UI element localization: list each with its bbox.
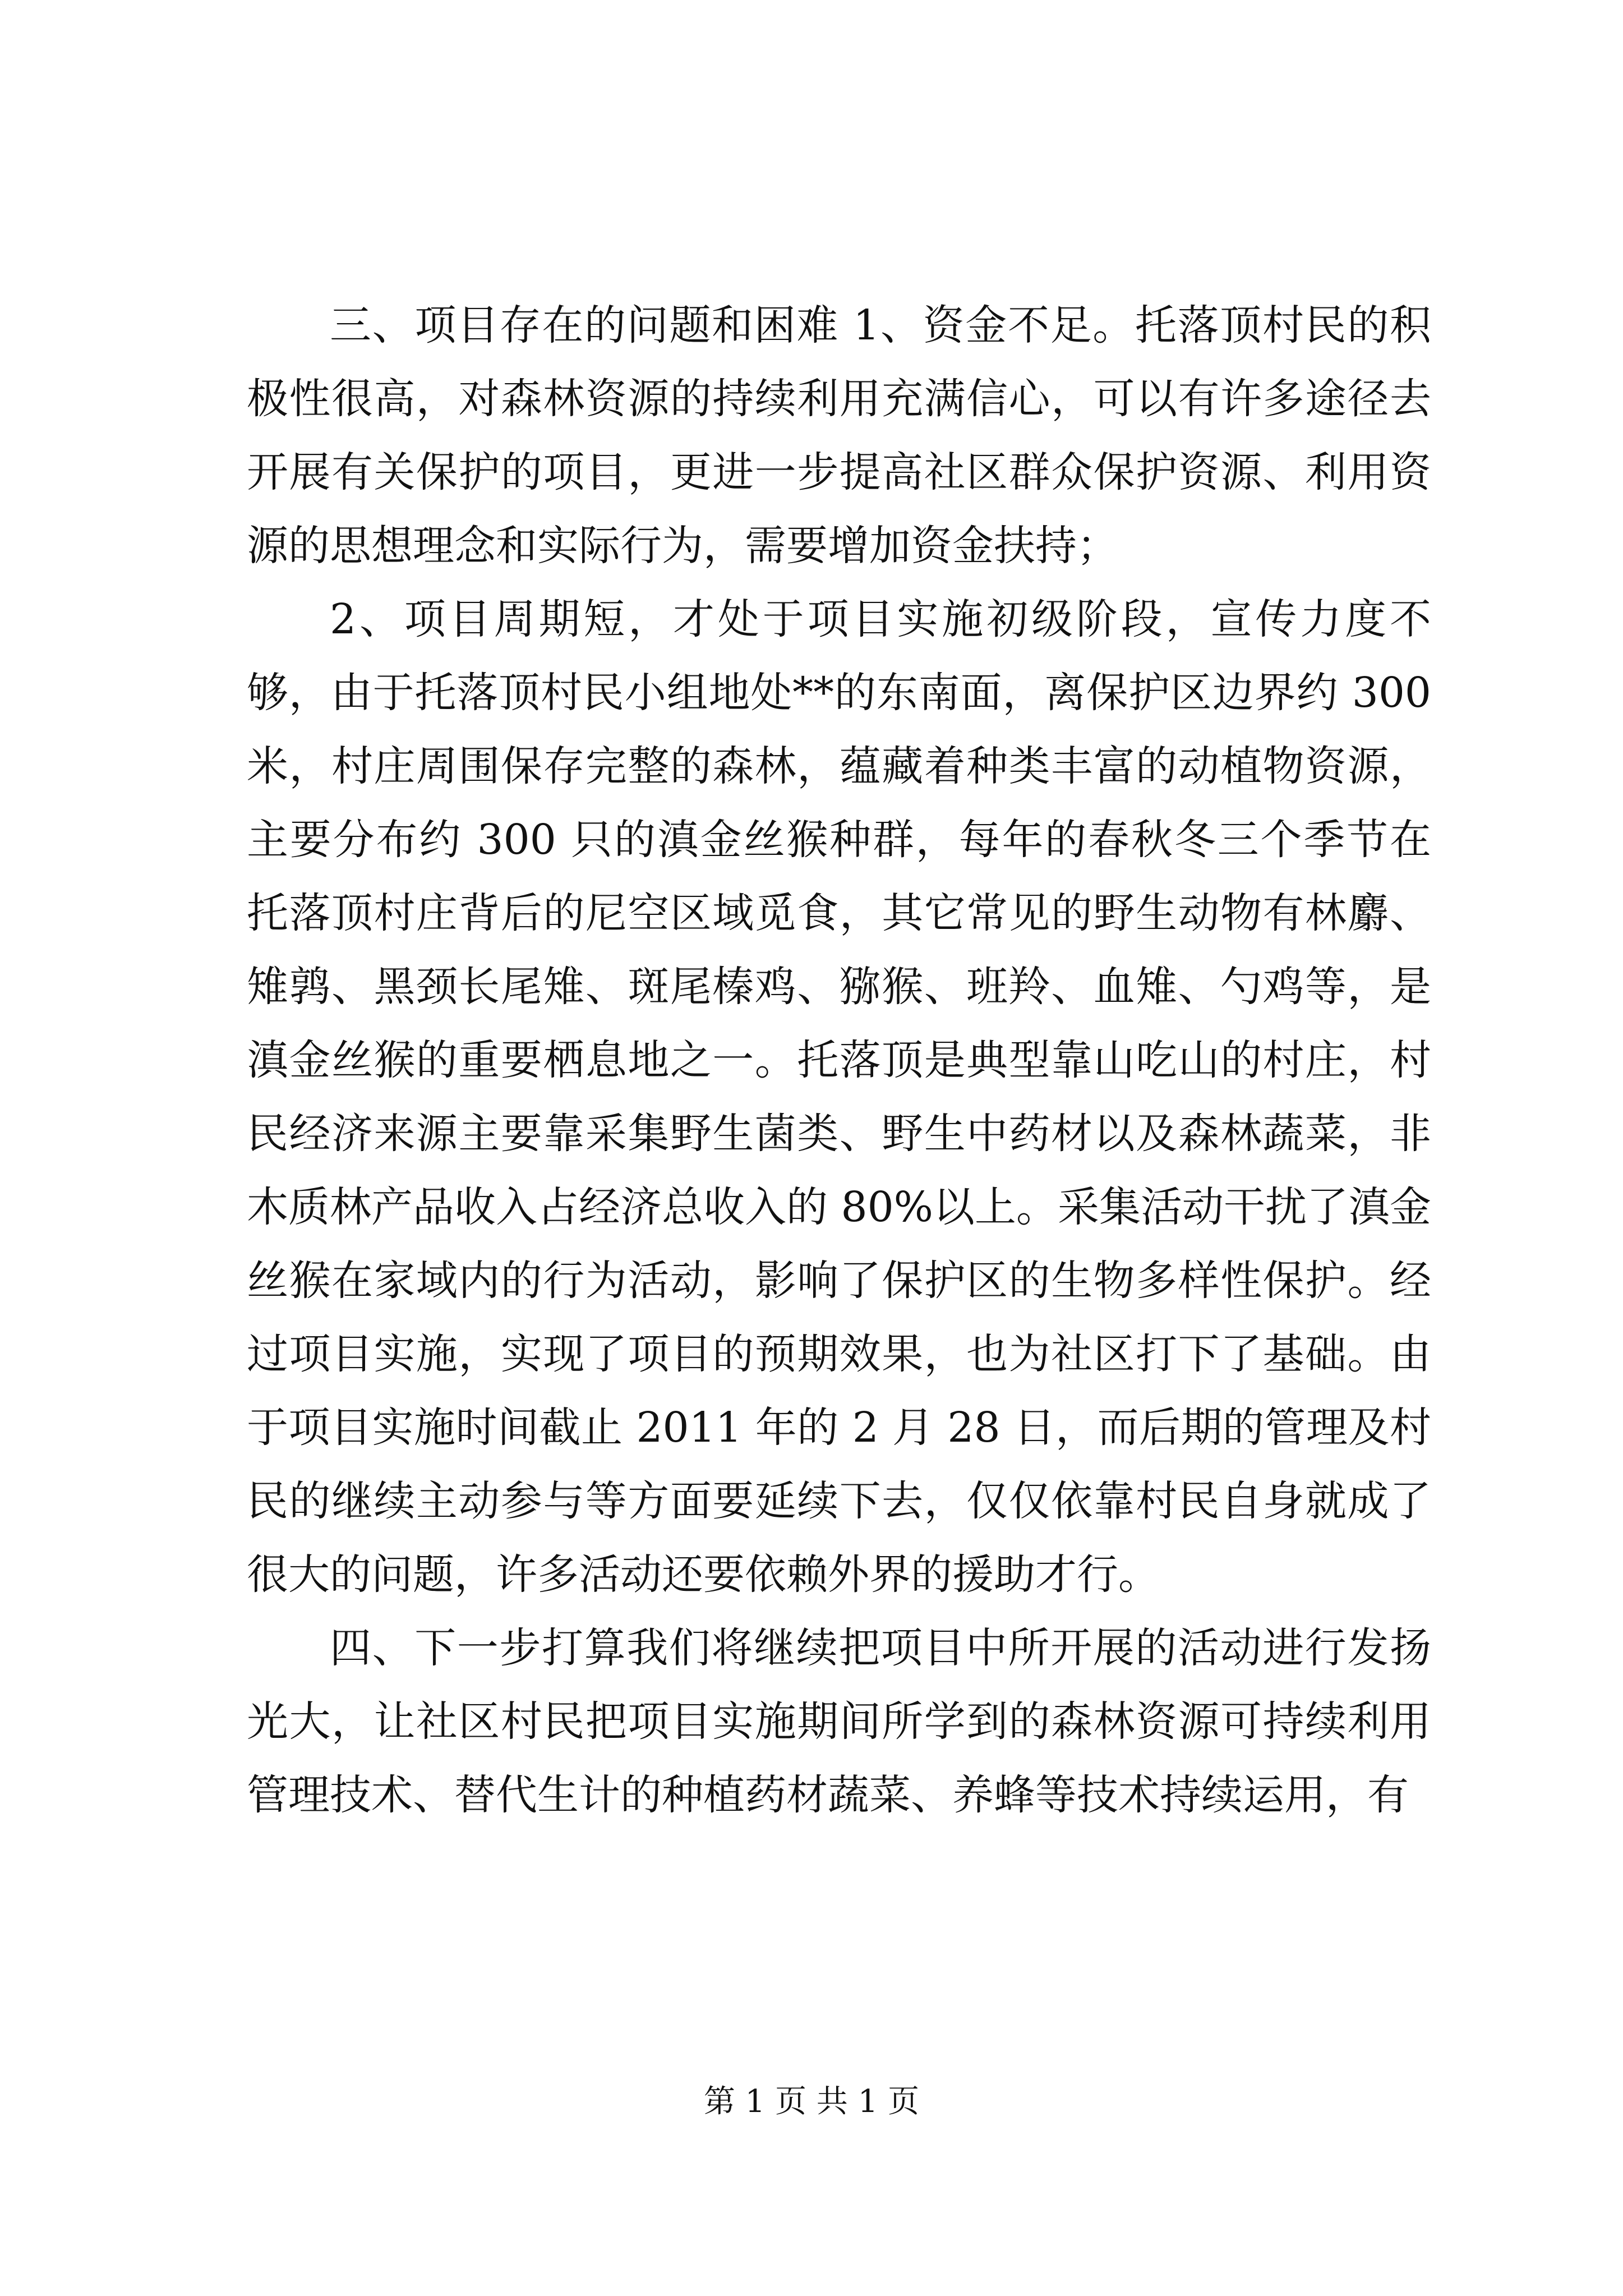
paragraph-next-steps: 四、下一步打算我们将继续把项目中所开展的活动进行发扬光大，让社区村民把项目实施期间所学到的森林资源可持续利用管理技术、替代生计的种植药材蔬菜、养蜂等技术持续运用，有 — [247, 1624, 1431, 1819]
document-body — [247, 289, 1431, 1832]
page-footer: 第 1 页 共 1 页 — [703, 2083, 920, 2120]
paragraph-problems: 三、项目存在的问题和困难 1、资金不足。托落顶村民的积极性很高，对森林资源的持续利用充满信心，可以有许多途径去开展有关保护的项目，更进一步提高社区群众保护资源、利用资源的思想理念和实际行为，需要增加资金扶持； — [247, 301, 1431, 570]
paragraph-short-cycle: 2、项目周期短，才处于项目实施初级阶段，宣传力度不够，由于托落顶村民小组地处**的东南面，离保护区边界约 300 米，村庄周围保存完整的森林，蕴藏着种类丰富的动植物资源，主要分布约 300 只的滇金丝猴种群，每年的春秋冬三个季节在托落顶村庄背后的尼空区域觅食，其它常见的野生动物有林麝、雉鹑、黑颈长尾雉、斑尾榛鸡、猕猴、班羚、血雉、勺鸡等，是滇金丝猴的重要栖息地之一。托落顶是典型靠山吃山的村庄，村民经济来源主要靠采集野生菌类、野生中药材以及森林蔬菜，非木质林产品收入占经济总收入的 80%以上。采集活动干扰了滇金丝猴在家域内的行为活动，影响了保护区的生物多样性保护。经过项目实施，实现了项目的预期效果，也为社区打下了基础。由于项目实施时间截止 2011 年的 2 月 28 日，而后期的管理及村民的继续主动参与等方面要延续下去，仅仅依靠村民自身就成了很大的问题，许多活动还要依赖外界的援助才行。 — [247, 595, 1431, 1599]
